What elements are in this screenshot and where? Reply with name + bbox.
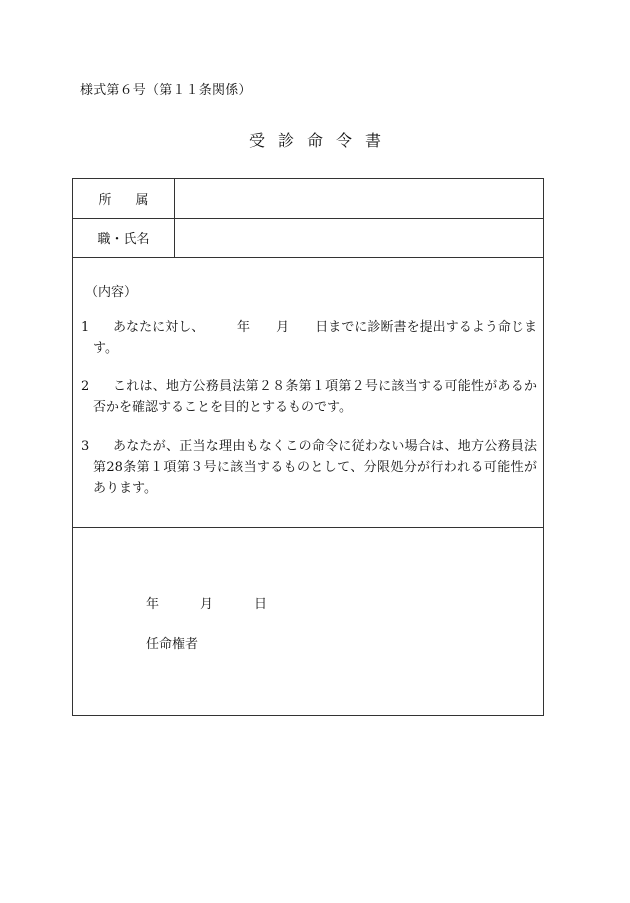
item-number: 2 bbox=[81, 379, 90, 394]
order-form-table bbox=[72, 178, 544, 716]
affiliation-label: 所属 bbox=[73, 179, 175, 218]
date-line bbox=[146, 593, 267, 612]
item-number: 1 bbox=[81, 320, 90, 335]
content-heading: （内容） bbox=[85, 285, 138, 300]
affiliation-field[interactable] bbox=[175, 179, 543, 218]
content-item bbox=[81, 317, 537, 359]
date-day-label: 日 bbox=[254, 597, 268, 612]
item-text: あなたに対し、 年 月 日までに診断書を提出するよう命じます。 bbox=[93, 320, 537, 356]
item-number: 3 bbox=[81, 439, 90, 454]
date-year-label: 年 bbox=[146, 597, 160, 612]
form-number: 様式第６号（第１１条関係） bbox=[80, 83, 252, 98]
date-month-label: 月 bbox=[200, 597, 214, 612]
affiliation-row bbox=[73, 179, 543, 219]
signature-section bbox=[73, 527, 543, 715]
content-item bbox=[81, 376, 537, 418]
position-name-row bbox=[73, 218, 543, 258]
item-text: あなたが、正当な理由もなくこの命令に従わない場合は、地方公務員法第28条第１項第３号に該当するものとして、分限処分が行われる可能性があります。 bbox=[93, 439, 537, 496]
position-name-label: 職・氏名 bbox=[73, 218, 175, 257]
position-name-field[interactable] bbox=[175, 218, 543, 257]
appointing-authority-label: 任命権者 bbox=[146, 637, 199, 652]
document-title: 受診命令書 bbox=[248, 131, 394, 150]
content-item bbox=[81, 436, 537, 499]
item-text: これは、地方公務員法第２８条第１項第２号に該当する可能性があるか否かを確認することを目的とするものです。 bbox=[93, 379, 537, 415]
content-section bbox=[73, 257, 543, 528]
